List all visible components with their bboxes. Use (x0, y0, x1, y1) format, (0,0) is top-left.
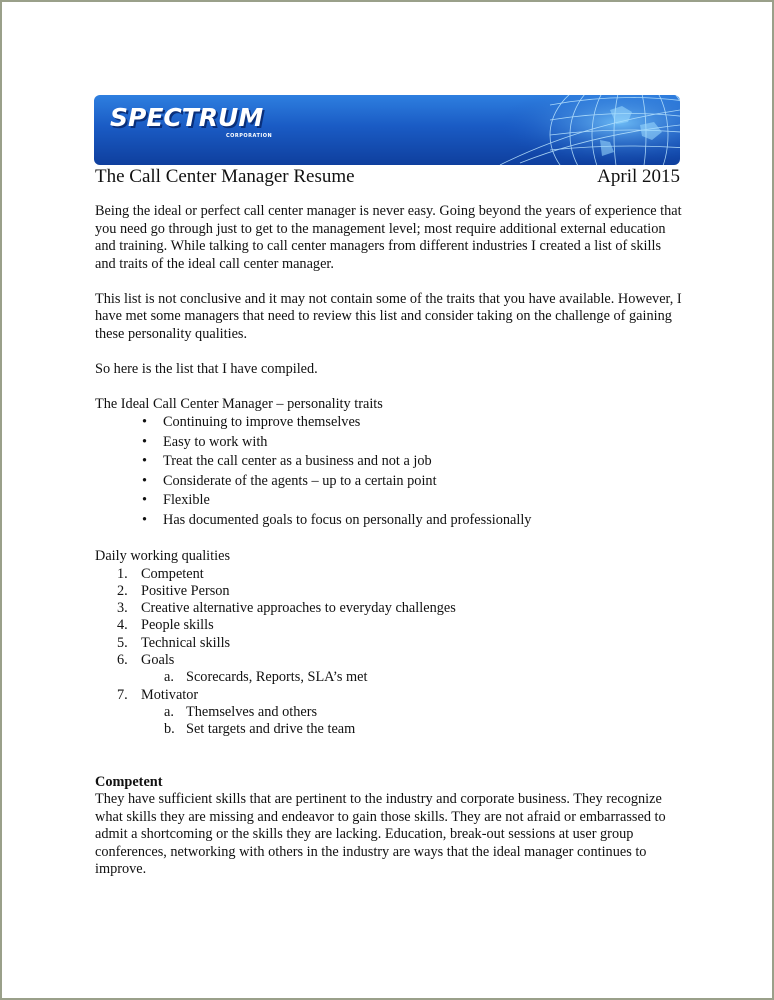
list-item: a. Themselves and others (164, 703, 318, 720)
third-paragraph: So here is the list that I have compiled. (95, 360, 318, 377)
daily-heading: Daily working qualities (95, 548, 231, 565)
traits-list (95, 413, 685, 531)
list-item: • Treat the call center as a business and not a job (95, 452, 685, 472)
bullet-icon: • (142, 453, 148, 470)
company-banner (94, 95, 680, 165)
competent-paragraph: They have sufficient skills that are pertinent to the industry and corporate business. They recognize what skills they are missing and endeavor to gain those skills. They are not afraid or embarrassed to admit a shortcoming or the skills they are lacking. Education, break-out sessions at user group conferences, networking with others in the industry are ways that the ideal manager continues to improve. (95, 791, 666, 878)
bullet-icon: • (142, 472, 148, 489)
traits-heading: The Ideal Call Center Manager – personality traits (95, 395, 383, 412)
daily-list-continued (95, 687, 685, 704)
list-item: • Considerate of the agents – up to a certain point (95, 472, 685, 492)
list-item: 2. Positive Person (117, 582, 230, 599)
globe-graphic (480, 95, 680, 165)
list-item: a. Scorecards, Reports, SLA’s met (164, 669, 368, 686)
list-item: 7. Motivator (117, 686, 199, 703)
list-item: 6. Goals (117, 652, 175, 669)
list-item: 4. People skills (117, 617, 214, 634)
list-item: 3. Creative alternative approaches to everyday challenges (117, 600, 456, 617)
goals-sublist (95, 669, 685, 686)
document-date: April 2015 (597, 166, 680, 187)
bullet-icon: • (142, 511, 148, 528)
competent-heading: Competent (95, 773, 163, 790)
list-item: • Continuing to improve themselves (95, 413, 685, 433)
motivator-sublist (95, 704, 685, 739)
document-title: The Call Center Manager Resume (95, 166, 355, 187)
list-item: • Easy to work with (95, 433, 685, 453)
list-item: 1. Competent (117, 565, 204, 582)
bullet-icon: • (142, 414, 148, 430)
document-body (95, 203, 685, 879)
company-logo: SPECTRUM (110, 103, 264, 132)
daily-list (95, 566, 685, 670)
list-item: b. Set targets and drive the team (164, 721, 356, 738)
company-logo-subtitle: CORPORATION (226, 133, 273, 139)
list-item: 5. Technical skills (117, 634, 231, 651)
list-item: • Flexible (95, 491, 685, 511)
second-paragraph: This list is not conclusive and it may not contain some of the traits that you have available. However, I have met some managers that need to review this list and consider taking on the challenge of gaining these personality qualities. (95, 290, 682, 342)
bullet-icon: • (142, 433, 148, 450)
list-item: • Has documented goals to focus on personally and professionally (95, 511, 685, 531)
intro-paragraph: Being the ideal or perfect call center manager is never easy. Going beyond the years of experience that you need go through just to get to the management level; most require additional external education and training. While talking to call center managers from different industries I created a list of skills and traits of the ideal call center manager. (95, 203, 682, 272)
bullet-icon: • (142, 492, 148, 509)
